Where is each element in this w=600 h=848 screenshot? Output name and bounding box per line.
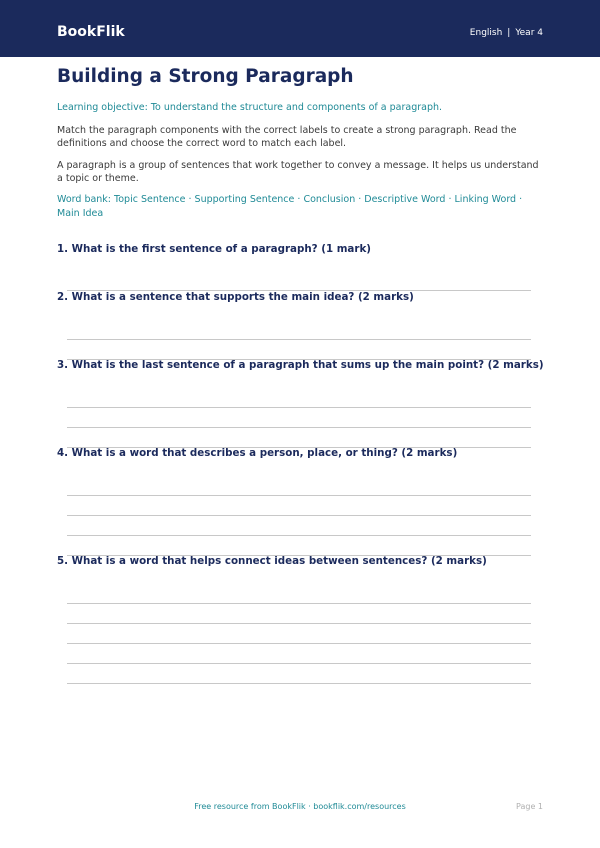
answer-line[interactable] xyxy=(67,407,531,408)
answer-line[interactable] xyxy=(67,603,531,604)
answer-line[interactable] xyxy=(67,683,531,684)
page-header xyxy=(0,0,600,57)
answer-line[interactable] xyxy=(67,339,531,340)
word-bank: Word bank: Topic Sentence · Supporting Sentence · Conclusion · Descriptive Word · Linking Word · Main Idea xyxy=(57,194,523,219)
page-number: Page 1 xyxy=(516,802,543,811)
question-1: 1. What is the first sentence of a paragraph? (1 mark) xyxy=(57,243,372,255)
instructions: Match the paragraph components with the correct labels to create a strong paragraph. Read the definitions and choose the correct word to match each label. xyxy=(57,125,517,149)
brand-logo: BookFlik xyxy=(57,24,125,40)
answer-line[interactable] xyxy=(67,643,531,644)
answer-line[interactable] xyxy=(67,515,531,516)
answer-line[interactable] xyxy=(67,495,531,496)
question-4: 4. What is a word that describes a person, place, or thing? (2 marks) xyxy=(57,447,458,459)
question-2: 2. What is a sentence that supports the main idea? (2 marks) xyxy=(57,291,414,303)
subject-level xyxy=(470,28,543,38)
answer-line[interactable] xyxy=(67,663,531,664)
learning-objective: Learning objective: To understand the structure and components of a paragraph. xyxy=(57,102,443,113)
worksheet-intro xyxy=(57,66,543,221)
question-3: 3. What is the last sentence of a paragraph that sums up the main point? (2 marks) xyxy=(57,359,544,371)
meta-separator: | xyxy=(507,28,511,38)
question-5: 5. What is a word that helps connect ideas between sentences? (2 marks) xyxy=(57,555,487,567)
answer-line[interactable] xyxy=(67,623,531,624)
subject-label: English xyxy=(469,28,503,38)
footer-source-link[interactable]: Free resource from BookFlik · bookflik.com/resources xyxy=(194,802,406,811)
level-label: Year 4 xyxy=(515,28,543,38)
intro-text: A paragraph is a group of sentences that work together to convey a message. It helps us understand a topic or theme. xyxy=(57,160,539,184)
answer-line[interactable] xyxy=(67,427,531,428)
answer-line[interactable] xyxy=(67,535,531,536)
page-title: Building a Strong Paragraph xyxy=(57,66,354,87)
